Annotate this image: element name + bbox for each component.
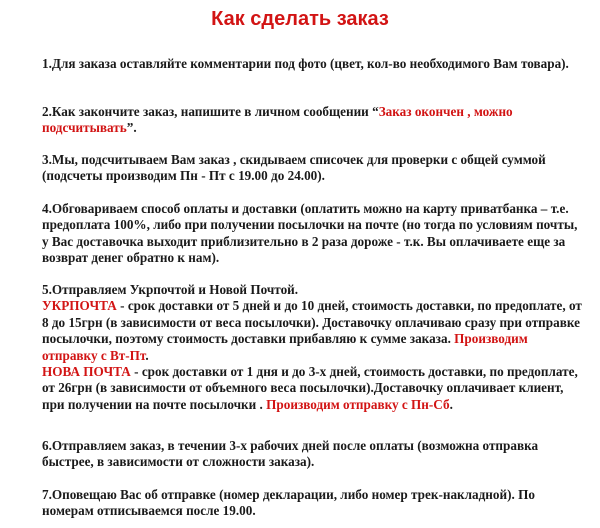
step-5-intro: 5.Отправляем Укрпочтой и Новой Почтой. [42, 282, 299, 297]
step-4-paragraph [42, 201, 582, 267]
ukrposhta-text: - срок доставки от 5 дней и до 10 дней, стоимость доставки, по предоплате, от 8 до 15грн (в зависимости от веса посылочки). Доставочку оплачиваю сразу при отправке посылочки, поэтому стоимость доставки прибавляю к сумме заказа. [42, 298, 582, 347]
step-6-text: 6.Отправляем заказ, в течении 3-х рабочих дней после оплаты (возможна отправка быстрее, в зависимости от сложности заказа). [42, 438, 539, 470]
step-2-paragraph [42, 104, 582, 137]
step-2-highlight: Заказ окончен , можно подсчитывать [42, 104, 513, 136]
step-5-paragraph [42, 282, 582, 413]
ukrposhta-schedule: Производим отправку с Вт-Пт [42, 331, 528, 363]
step-1-text: 1.Для заказа оставляйте комментарии под фото (цвет, кол-во необходимого Вам товара). [42, 56, 569, 71]
nova-poshta-label: НОВА ПОЧТА [42, 364, 131, 380]
step-7-text: 7.Оповещаю Вас об отправке (номер декларации, либо номер трек-накладной). По номерам отписываемся после 19.00. [42, 487, 535, 519]
nova-poshta-text: - срок доставки от 1 дня и до 3-х дней, стоимость доставки, по предоплате, от 26грн (в зависимости от объемного веса посылочки).Доставочку оплачивает клиент, при получении на почте посылочки . [42, 364, 578, 412]
step-1-paragraph [42, 56, 582, 72]
nova-poshta-schedule: Производим отправку с Пн-Сб [266, 396, 450, 412]
step-4-text: 4.Обговариваем способ оплаты и доставки (оплатить можно на карту приватбанка – т.е. предоплата 100%, либо при получении посылочки на почте (но тогда по условиям почты, у Вас доставочка выходит приблизительно в 2 раза дороже - т.к. Вы оплачиваете еще за возврат денег обратно к нам). [42, 201, 578, 266]
ukrposhta-label: УКРПОЧТА [42, 298, 117, 314]
step-7-paragraph [42, 487, 582, 520]
step-6-paragraph [42, 438, 582, 471]
step-2-quote-open: “ [372, 104, 379, 119]
step-2-text: 2.Как закончите заказ, напишите в личном сообщении [42, 104, 373, 119]
ukrposhta-end: . [145, 347, 149, 363]
step-3-paragraph [42, 152, 582, 185]
step-2-quote-close: ”. [126, 120, 137, 136]
page-title: Как сделать заказ [211, 8, 389, 30]
step-3-text: 3.Мы, подсчитываем Вам заказ , скидываем списочек для проверки с общей суммой (подсчеты производим Пн - Пт с 19.00 до 24.00). [42, 152, 546, 184]
nova-poshta-end: . [449, 396, 453, 412]
